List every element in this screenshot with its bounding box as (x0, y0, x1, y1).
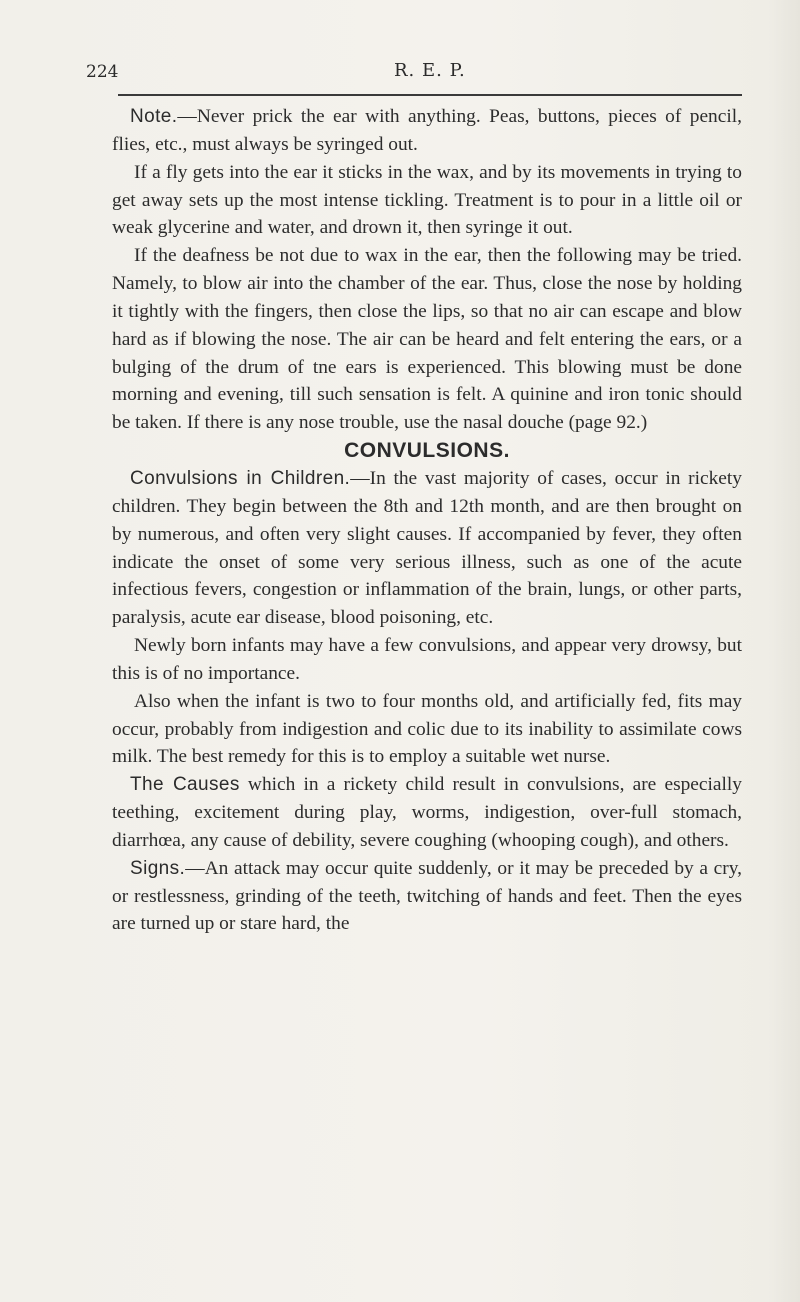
paragraph-text: Also when the infant is two to four months old, and artificially fed, fits may occur, probably from indigestion and colic due to its inability to assimilate cows milk. The best remedy for this is to employ a suitable wet nurse. (112, 690, 742, 768)
paragraph-lead: The Causes (130, 774, 240, 796)
paragraph-text: —In the vast majority of cases, occur in rickety children. They begin between the 8th and 12th month, and are then brought on by numerous, and often very slight causes. If accompanied by fever, they often indicate the onset of some very serious illness, such as one of the acute infectious fevers, congestion or inflammation of the brain, lungs, or other parts, paralysis, acute ear disease, blood poisoning, etc. (112, 467, 742, 629)
paragraph-text: —Never prick the ear with anything. Peas, buttons, pieces of pencil, flies, etc., must always be syringed out. (112, 106, 742, 155)
paragraph-lead: Signs. (130, 857, 186, 879)
page-header (86, 62, 742, 102)
paragraph (112, 103, 742, 159)
paragraph (112, 465, 742, 632)
running-head: R. E. P. (394, 60, 466, 81)
section-heading: CONVULSIONS. (344, 439, 510, 463)
paragraph (112, 159, 742, 243)
paragraph (112, 771, 742, 855)
paragraph (112, 855, 742, 939)
paragraph-lead: Convulsions in Children. (130, 467, 351, 489)
paragraph-lead: Note. (130, 106, 178, 127)
paragraph-text: If a fly gets into the ear it sticks in the wax, and by its movements in trying to get away sets up the most intense tickling. Treatment is to pour in a little oil or weak glycerine and water, and drown it, then syringe it out. (112, 161, 742, 239)
paragraph-text: If the deafness be not due to wax in the ear, then the following may be tried. Namely, to blow air into the chamber of the ear. Thus, close the nose by holding it tightly with the fingers, then close the lips, so that no air can escape and blow hard as if blowing the nose. The air can be heard and felt entering the ears, or a bulging of the drum of tne ears is experienced. This blowing must be done morning and evening, till such sensation is felt. A quinine and iron tonic should be taken. If there is any nose trouble, use the nasal douche (page 92.) (112, 245, 742, 434)
paragraph-text: —An attack may occur quite suddenly, or it may be preceded by a cry, or restlessness, grinding of the teeth, twitching of hands and feet. Then the eyes are turned up or stare hard, the (112, 857, 742, 935)
body-text (112, 103, 742, 938)
header-rule (118, 94, 742, 96)
page-number: 224 (86, 62, 119, 82)
paragraph-text: Newly born infants may have a few convulsions, and appear very drowsy, but this is of no importance. (112, 635, 742, 684)
paragraph (112, 632, 742, 688)
paragraph (112, 688, 742, 772)
paragraph-text: which in a rickety child result in convulsions, are especially teething, excitement during play, worms, indigestion, over-full stomach, diarrhœa, any cause of debility, severe coughing (whooping cough), and others. (112, 774, 742, 851)
paragraph (112, 242, 742, 437)
